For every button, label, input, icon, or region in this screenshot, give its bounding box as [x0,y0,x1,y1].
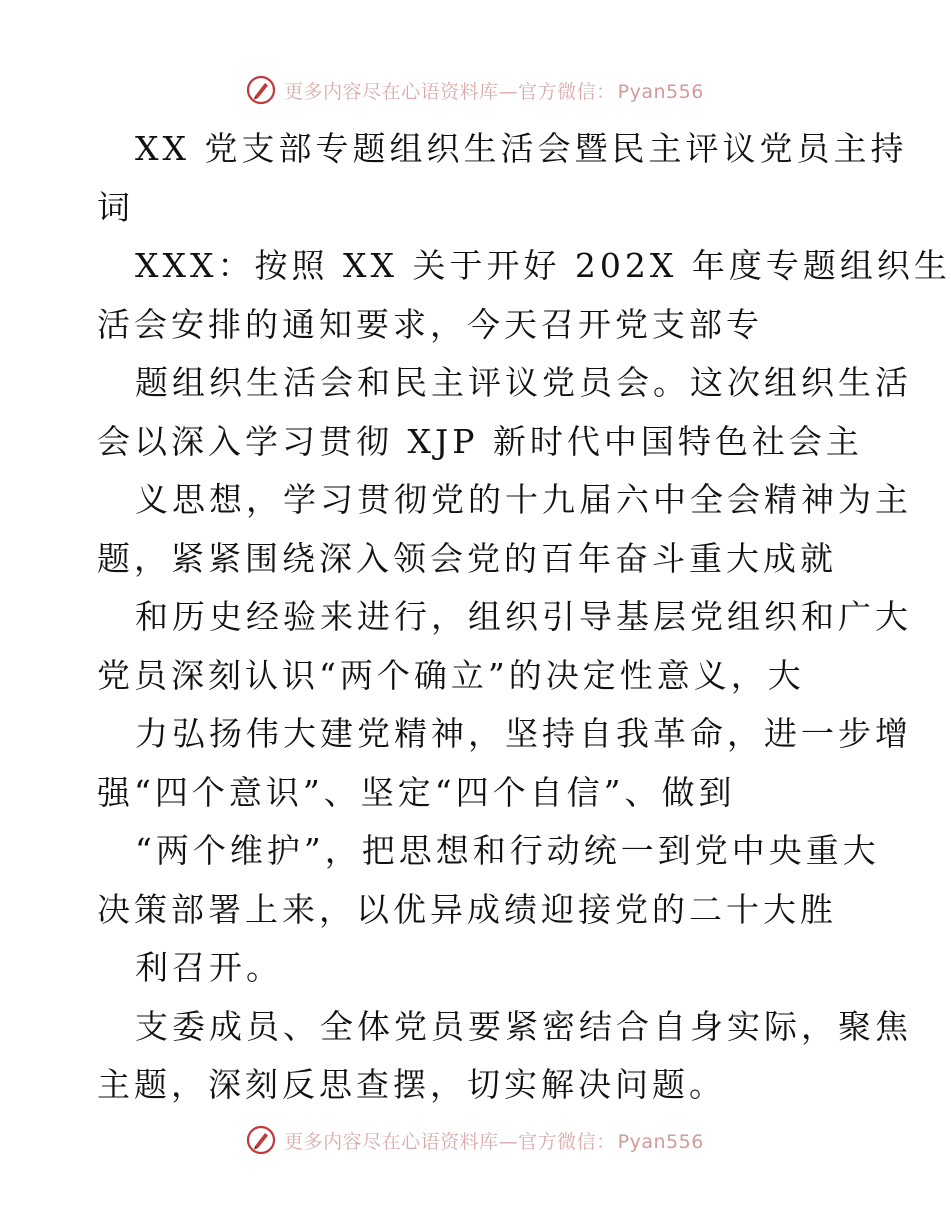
text-line: 党员深刻认识“两个确立”的决定性意义，大 [97,655,805,695]
text-line: 和历史经验来进行，组织引导基层党组织和广大 [135,597,912,636]
text-line: 活会安排的通知要求，今天召开党支部专 [97,304,763,344]
text-line: 词 [97,187,134,227]
text-line: 利召开。 [135,948,283,987]
watermark-id: Pyan556 [617,1130,704,1153]
watermark-text: 更多内容尽在心语资料库—官方微信： Pyan556 [284,1130,704,1153]
text-line: 主题，深刻反思查摆，切实解决问题。 [97,1065,726,1104]
pen-logo-icon [246,75,276,105]
text-line: 力弘扬伟大建党精神，坚持自我革命，进一步增 [135,714,912,753]
watermark-footer [0,1120,950,1160]
text-line: 强“四个意识”、坚定“四个自信”、做到 [97,772,736,812]
text-line: XXX：按照 XX 关于开好 202X 年度专题组织生 [135,246,951,285]
text-line: XX 党支部专题组织生活会暨民主评议党员主持 [135,129,908,168]
document-body [97,120,951,1115]
text-line: 题组织生活会和民主评议党员会。这次组织生活 [135,363,912,402]
text-line: “两个维护”，把思想和行动统一到党中央重大 [135,831,880,870]
text-line: 支委成员、全体党员要紧密结合自身实际，聚焦 [135,1006,912,1046]
watermark-text: 更多内容尽在心语资料库—官方微信： Pyan556 [284,80,704,103]
text-line: 义思想，学习贯彻党的十九届六中全会精神为主 [135,480,912,519]
pen-logo-icon [246,1125,276,1155]
watermark-id: Pyan556 [617,80,704,103]
text-line: 题，紧紧围绕深入领会党的百年奋斗重大成就 [97,538,837,578]
text-line: 决策部署上来，以优异成绩迎接党的二十大胜 [97,889,837,929]
text-line: 会以深入学习贯彻 XJP 新时代中国特色社会主 [97,421,863,461]
watermark-header [0,70,950,110]
